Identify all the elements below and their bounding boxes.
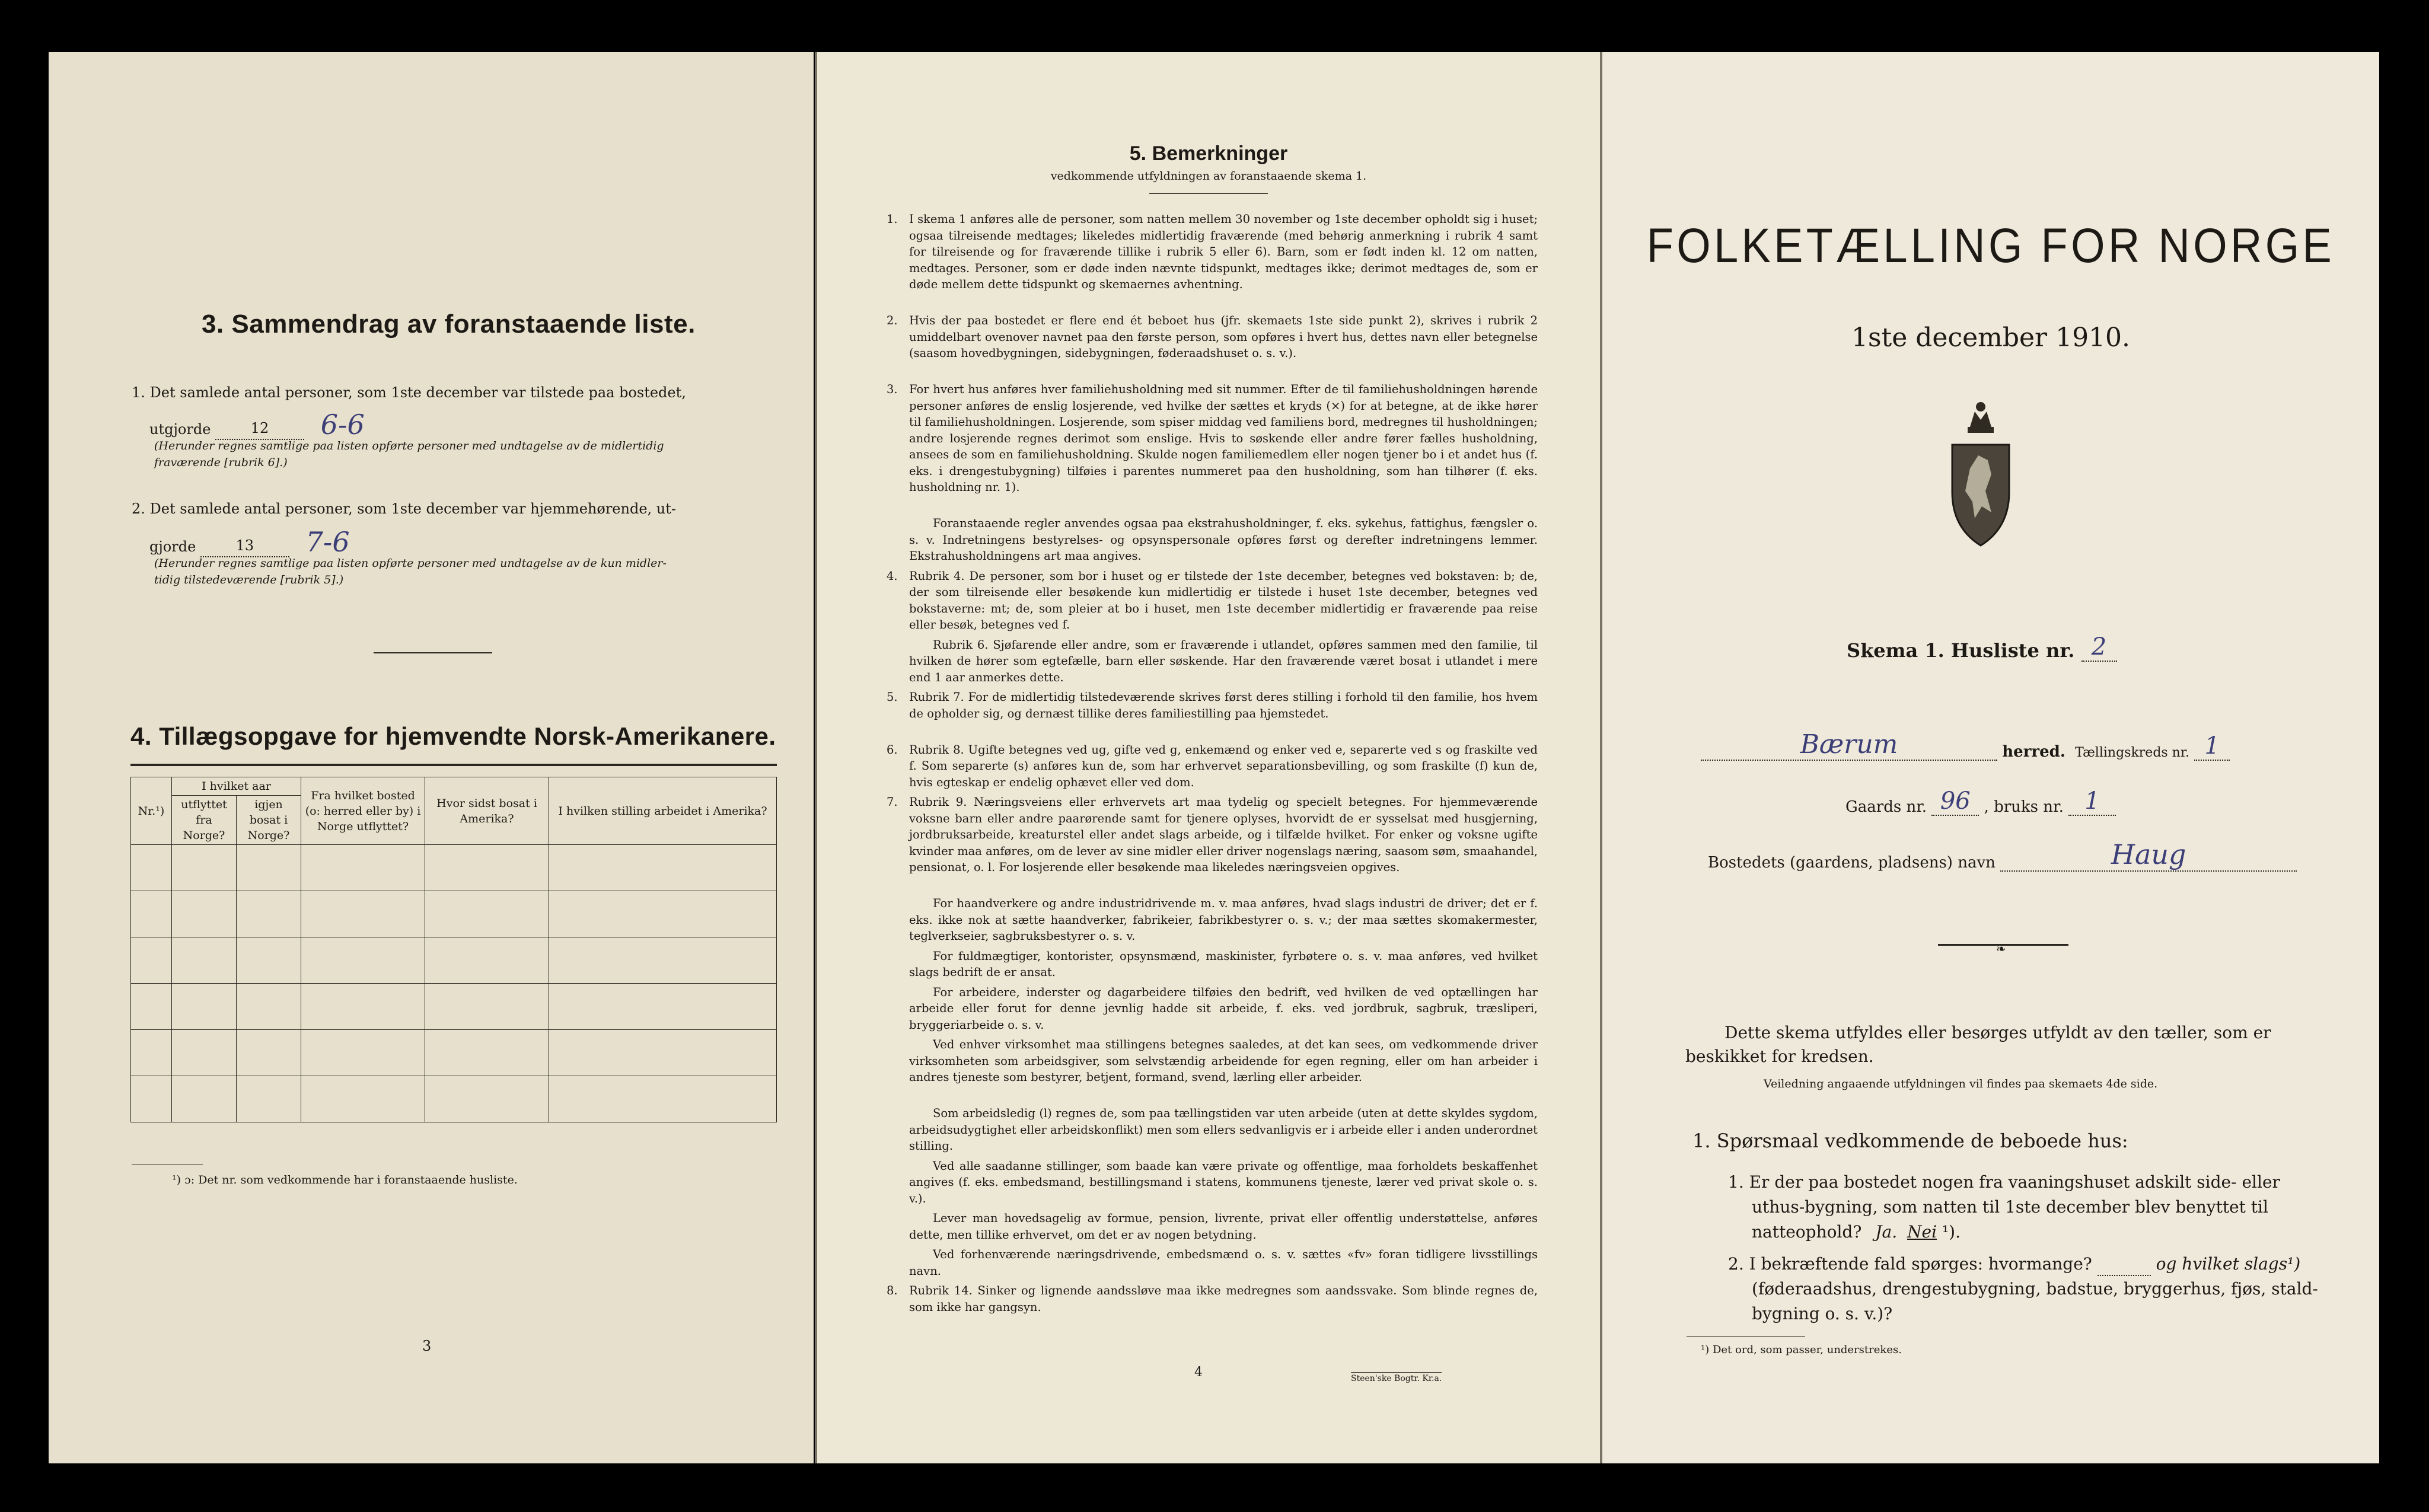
table-row (131, 1030, 777, 1076)
right-page (1602, 52, 2379, 1463)
table-row (131, 984, 777, 1030)
remark-text: Ved enhver virksomhet maa stillingens betegnes saaledes, at det kan sees, om vedkommende driver virksomheten som arbeidsgiver, som selvstændig arbeidende for egen regning, eller om han arbeider i andres tjeneste som bestyrer, betjent, formand, svend, lærling eller arbeider. (909, 1038, 1538, 1084)
q1-answer-yes: Ja. (1875, 1222, 1898, 1242)
remark-item (887, 1283, 1538, 1315)
herred-label: herred. (2002, 743, 2065, 761)
item1-answer (149, 409, 505, 441)
item1-value: 12 (215, 417, 304, 440)
census-date: 1ste december 1910. (1851, 323, 2131, 353)
intro-text-b: beskikket for kredsen. (1685, 1047, 1874, 1066)
remark-item (887, 742, 1538, 791)
col-nr: Nr.¹) (131, 777, 172, 845)
remark-item (909, 515, 1538, 564)
remark-text: Rubrik 7. For de midlertidig tilstedeværende skrives først deres stilling i forhold til den familie, hos hvem de opholder sig, og dernæst tillike deres familiestilling paa hjemstedet. (909, 690, 1538, 720)
table-row (131, 937, 777, 984)
item2-note-a: (Herunder regnes samtlige paa listen opførte personer med undtagelse av de kun midler- (154, 557, 667, 570)
remark-text: Rubrik 9. Næringsveiens eller erhvervets art maa tydelig og specielt betegnes. For hjemmeværende voksne barn eller andre paarørende samt for tjenere oplyses, hvorvidt de er sysselsat med husgjerning, jordbruksarbeide, kreaturstel eller andet slags arbeide, og i tilfælde hvilket. For enker og voksne ugifte kvinder maa anføres, om de lever av sine midler eller driver nogenslags næring, saasom søm, smaahandel, pensionat, o. l. For losjerende eller besøkende maa likeledes næringsveien opgives. (909, 795, 1538, 874)
census-title: FOLKETÆLLING FOR NORGE (1646, 219, 2335, 273)
gaards-label: Gaards nr. (1845, 798, 1927, 816)
col-position: I hvilken stilling arbeidet i Amerika? (549, 777, 777, 845)
table-row (131, 845, 777, 891)
remark-text: Ved alle saadanne stillinger, som baade kan være private og offentlige, maa forholdets beskaffenhet angives (f. eks. embedsmand, bestillingsmand i statens, kommunens tjeneste, lærer ved privat skole o. s. v.). (909, 1159, 1538, 1205)
col-where: Hvor sidst bosat i Amerika? (425, 777, 549, 845)
questions-heading: 1. Spørsmaal vedkommende de beboede hus: (1692, 1130, 2128, 1152)
item2-value: 13 (200, 535, 289, 557)
remark-text: Ved forhenværende næringsdrivende, embedsmænd o. s. v. sættes «fv» foran tidligere livsstillings navn. (909, 1248, 1538, 1278)
q2-line-a (1728, 1252, 2357, 1276)
remark-text: For arbeidere, inderster og dagarbeidere tilføies den bedrift, ved hvilken de ved optællingen har arbeide eller forut for denne jevnlig hadde sit arbeide, f. eks. ved jordbruk, sagbruk, træsliperi, bryggeriarbeide o. s. v. (909, 985, 1538, 1032)
gaards-line (1845, 787, 2116, 816)
remark-item (887, 794, 1538, 876)
q2-line-c: bygning o. s. v.)? (1752, 1304, 1893, 1323)
remark-item (909, 895, 1538, 945)
q1-prompt: natteophold? (1752, 1222, 1862, 1242)
bosted-label: Bostedets (gaardens, pladsens) navn (1708, 854, 1996, 872)
herred-value: Bærum (1701, 729, 1997, 761)
q1-line-b: uthus-bygning, som natten til 1ste december blev benyttet til (1752, 1197, 2268, 1217)
q2-prompt: 2. I bekræftende fald spørges: hvormange? (1728, 1254, 2092, 1274)
item2-note-b: tidig tilstedeværende [rubrik 5].) (154, 573, 344, 586)
remark-text: For haandverkere og andre industridrivende m. v. maa anføres, hvad slags industri de driver; det er f. eks. ikke nok at sætte haandverker, fabrikeier, fabrikbestyrer o. s. v.; der maa sættes skomakermester, teglverkseier, sagbruksbestyrer o. s. v. (909, 897, 1538, 943)
page-number: 3 (422, 1338, 432, 1354)
ornament-icon: ❧ (1996, 942, 2006, 956)
footnote-rule (1687, 1336, 1805, 1337)
skema-line (1847, 633, 2117, 662)
item1-utgjorde-label: utgjorde (149, 421, 211, 438)
remark-text: For fuldmægtiger, kontorister, opsynsmænd, maskinister, fyrbøtere o. s. v. maa anføres, ved hvilket slags bedrift de er ansat. (909, 949, 1538, 979)
section4-title: 4. Tillægsopgave for hjemvendte Norsk-Amerikanere. (130, 722, 776, 750)
remark-text: Foranstaaende regler anvendes ogsaa paa ekstrahusholdninger, f. eks. sykehus, fattighus, fængsler o. s. v. Indretningens bestyrelses- og opsynspersonale opføres først og derefter indretningens lemmer. Ekstrahusholdningens art maa angives. (909, 516, 1538, 563)
q1-answer-no: Nei (1907, 1222, 1937, 1242)
remarks-title: 5. Bemerkninger (1129, 142, 1288, 165)
item2-handwritten: 7-6 (305, 526, 350, 558)
remark-text: Rubrik 6. Sjøfarende eller andre, som er fraværende i utlandet, opføres sammen med den familie, til hvilken de hører som egtefælle, barn eller søskende. Har den fraværende været bosat i utlandet i mere end 1 aar anmerkes dette. (909, 637, 1538, 684)
item1-note-a: (Herunder regnes samtlige paa listen opførte personer med undtagelse av de midlertidig (154, 439, 664, 452)
bosted-value: Haug (2000, 838, 2297, 872)
divider (374, 652, 492, 653)
remarks-subtitle: vedkommende utfyldningen av foranstaaende skema 1. (1050, 170, 1367, 183)
bruks-value: 1 (2068, 787, 2116, 816)
remark-item (887, 211, 1538, 293)
section3-title: 3. Sammendrag av foranstaaende liste. (202, 310, 696, 339)
remark-text: Rubrik 4. De personer, som bor i huset og er tilstede der 1ste december, betegnes ved bokstaven: b; de, der som tilreisende eller besøkende kun midlertidig er tilstede i huset 1ste december, betegnes ved bokstaverne: mt; de, som pleier at bo i huset, men 1ste december midlertidig er fraværende paa reise eller besøk, betegnes ved f. (909, 569, 1538, 631)
remark-item (909, 1158, 1538, 1207)
remark-item (887, 689, 1538, 722)
remark-text: Rubrik 14. Sinker og lignende aandssløve maa ikke medregnes som aandssvake. Som blinde regnes de, som ikke har gangsyn. (909, 1284, 1538, 1314)
remark-item (909, 1105, 1538, 1154)
remark-item (909, 1246, 1538, 1279)
remark-number: 2. (887, 314, 898, 327)
q1-line-c: natteophold? Ja. Nei ¹). (1752, 1222, 1961, 1242)
footnote: ¹) Det ord, som passer, understrekes. (1701, 1344, 1902, 1356)
remark-text: Hvis der paa bostedet er flere end ét beboet hus (jfr. skemaets 1ste side punkt 2), skrives i rubrik 2 umiddelbart ovenover navnet paa den første person, som opføres i hvert hus, dettes navn eller betegnelse (saasom hovedbygningen, sidebygningen, føderaadshuset o. s. v.). (909, 314, 1538, 360)
col-returned: igjen bosat i Norge? (237, 796, 301, 845)
item2-utgjorde-label: gjorde (149, 538, 196, 555)
remark-text: Lever man hovedsagelig av formue, pension, livrente, privat eller offentlig understøttelse, anføres dette, men tillike erhvervet, om det er av nogen betydning. (909, 1211, 1538, 1242)
col-from: Fra hvilket bosted (o: herred eller by) i Norge utflyttet? (301, 777, 425, 845)
remark-item (909, 637, 1538, 686)
intro-note: Veiledning angaaende utfyldningen vil findes paa skemaets 4de side. (1764, 1077, 2158, 1090)
remark-text: I skema 1 anføres alle de personer, som natten mellem 30 november og 1ste december opholdt sig i huset; ogsaa tilreisende medtages; likeledes midlertidig fraværende (med behørig anmerkning i rubrik 4 samt for tilreisende og for fraværende tillike i rubrik 5 eller 6). Barn, som er født inden kl. 12 om natten, medtages. Personer, som er døde inden nævnte tidspunkt, medtages ikke; derimot medtages de, som er døde mellem dette tidspunkt og skemaernes avhentning. (909, 212, 1538, 291)
table-row (131, 891, 777, 937)
remark-number: 1. (887, 212, 898, 226)
husliste-number: 2 (2081, 633, 2117, 662)
q1-line-a: 1. Er der paa bostedet nogen fra vaaningshuset adskilt side- eller (1728, 1172, 2280, 1192)
q2-prompt-b: og hvilket slags¹) (2156, 1254, 2301, 1274)
remark-number: 4. (887, 569, 898, 583)
remark-item (909, 984, 1538, 1033)
remark-text: Som arbeidsledig (l) regnes de, som paa tællingstiden var uten arbeide (uten at dette skyldes sygdom, arbeidsudygtighet eller arbeidskonflikt) men som ellers sedvanligvis er i arbeide eller i anden underordnet stilling. (909, 1106, 1538, 1153)
remark-item (887, 568, 1538, 633)
coat-of-arms-icon (1944, 396, 2017, 550)
item1-note-b: fraværende [rubrik 6].) (154, 456, 288, 469)
remark-item (909, 1036, 1538, 1086)
item2-text: 2. Det samlede antal personer, som 1ste december var hjemmehørende, ut- (132, 500, 676, 517)
page-number: 4 (1194, 1365, 1203, 1380)
middle-page (817, 52, 1600, 1463)
remark-number: 7. (887, 795, 898, 809)
item2-answer (149, 526, 505, 558)
footnote: ¹) ɔ: Det nr. som vedkommende har i foranstaaende husliste. (172, 1173, 518, 1186)
intro-text-a: Dette skema utfyldes eller besørges utfyldt av den tæller, som er (1724, 1023, 2271, 1042)
kreds-label: Tællingskreds nr. (2075, 745, 2189, 760)
remark-item (887, 312, 1538, 362)
printer-mark: Steen'ske Bogtr. Kr.a. (1351, 1372, 1442, 1383)
q2-line-b: (føderaadshus, drengestubygning, badstue, bryggerhus, fjøs, stald- (1752, 1279, 2318, 1299)
remark-item (909, 1210, 1538, 1243)
kreds-value: 1 (2194, 732, 2230, 761)
remark-number: 5. (887, 690, 898, 704)
left-page (49, 52, 814, 1463)
section4-rule (130, 764, 777, 766)
title-rule (1149, 193, 1268, 194)
herred-line (1701, 729, 2294, 761)
col-emigrated: utflyttet fra Norge? (172, 796, 237, 845)
bruks-label: , bruks nr. (1984, 798, 2064, 816)
remark-item (909, 948, 1538, 981)
remark-text: Rubrik 8. Ugifte betegnes ved ug, gifte ved g, enkemænd og enker ved e, separerte ved s og fraskilte ved f. Som separerte (s) anføres kun de, som har erhvervet separationsbevilling, og som fraskilte (f) kun de, hvis egteskap er endelig ophævet eller ved dom. (909, 742, 1538, 789)
remark-number: 6. (887, 742, 898, 757)
remark-number: 3. (887, 382, 898, 396)
item1-text: 1. Det samlede antal personer, som 1ste december var tilstede paa bostedet, (132, 384, 686, 401)
col-group-year: I hvilket aar (172, 777, 301, 796)
bosted-line (1708, 838, 2297, 872)
remark-item (887, 381, 1538, 496)
returnees-table (130, 777, 777, 1122)
gaards-value: 96 (1931, 787, 1979, 816)
remark-number: 8. (887, 1284, 898, 1297)
item1-handwritten: 6-6 (320, 409, 365, 441)
q2-blank (2098, 1275, 2151, 1276)
skema-label: Skema 1. Husliste nr. (1847, 639, 2075, 662)
table-row (131, 1076, 777, 1122)
remark-text: For hvert hus anføres hver familiehusholdning med sit nummer. Efter de til familiehusholdningen hørende personer anføres de enslig losjerende, ved hvilke der sættes et kryds (×) for at betegne, at de ikke hører til familiehusholdningen. Losjerende, som spiser middag ved familiens bord, medregnes til husholdningen; andre losjerende regnes derimot som enslige. Hvis to søskende eller andre fører fælles husholdning, ansees de som en familiehusholdning. Skulde nogen familiemedlem eller nogen tjener bo i et andet hus (f. eks. i drengestubygning) tilføies i parentes nummeret paa den husholdning, som han tilhører (f. eks. husholdning nr. 1). (909, 382, 1538, 494)
